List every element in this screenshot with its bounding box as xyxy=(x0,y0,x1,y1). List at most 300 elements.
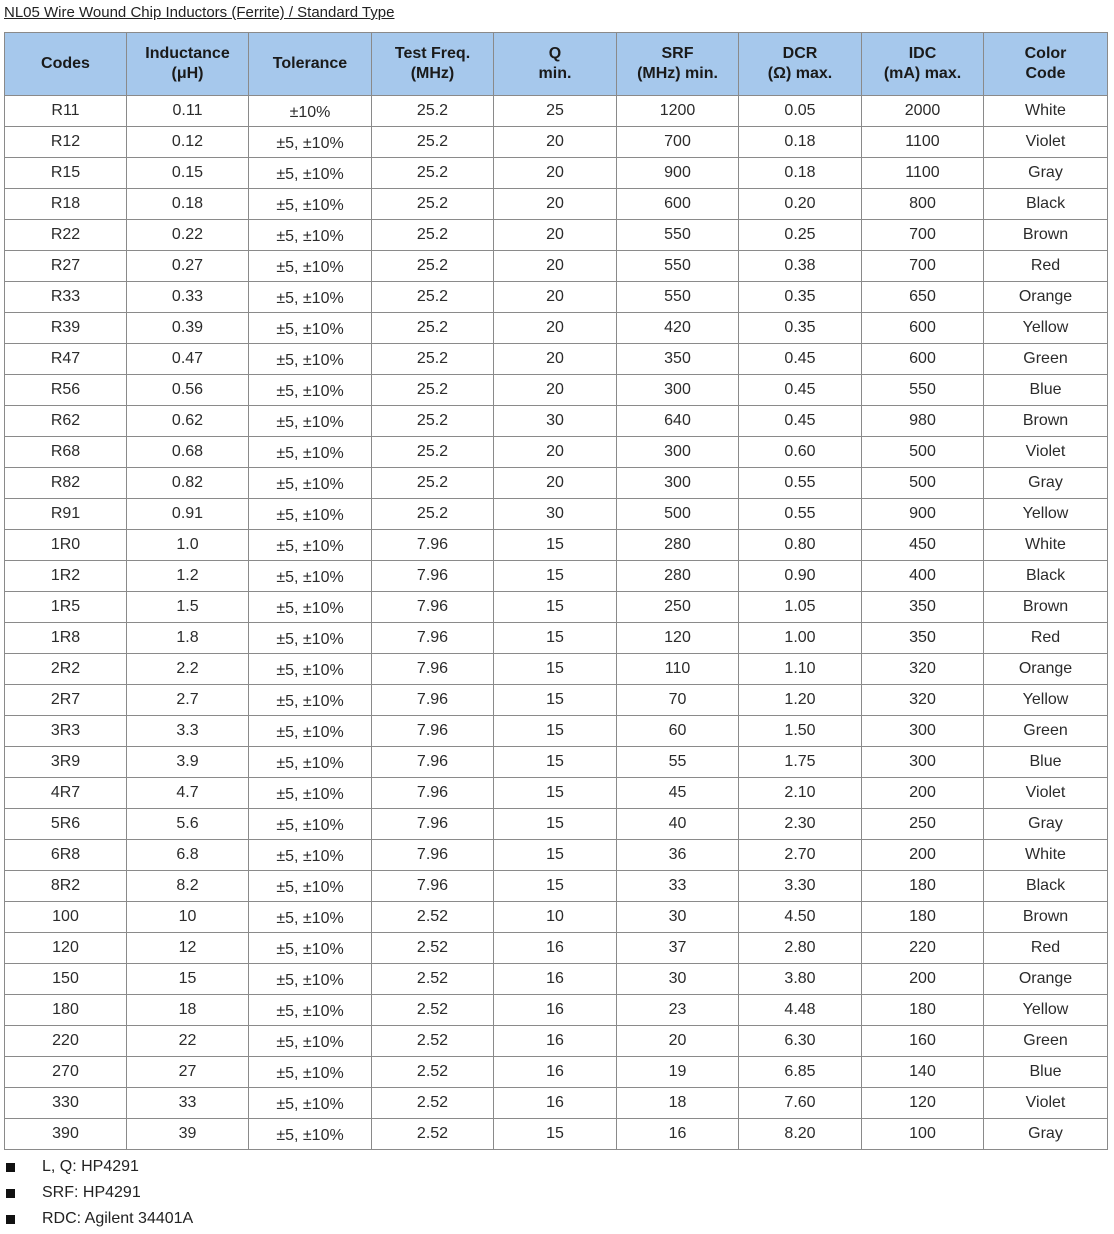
cell-tolerance: ±5, ±10% xyxy=(249,344,372,375)
cell-q-min: 15 xyxy=(494,530,617,561)
cell-color-code: Gray xyxy=(984,1119,1108,1150)
cell-color-code: White xyxy=(984,96,1108,127)
cell-idc: 450 xyxy=(862,530,984,561)
table-row xyxy=(5,654,1108,685)
cell-q-min: 20 xyxy=(494,468,617,499)
cell-inductance: 3.9 xyxy=(127,747,249,778)
cell-dcr: 2.80 xyxy=(739,933,862,964)
cell-tolerance: ±5, ±10% xyxy=(249,933,372,964)
cell-color-code: Orange xyxy=(984,964,1108,995)
table-row xyxy=(5,375,1108,406)
table-row xyxy=(5,189,1108,220)
table-row xyxy=(5,344,1108,375)
cell-codes: R33 xyxy=(5,282,127,313)
cell-q-min: 15 xyxy=(494,561,617,592)
cell-test-freq: 2.52 xyxy=(372,1026,494,1057)
cell-idc: 1100 xyxy=(862,158,984,189)
cell-tolerance: ±5, ±10% xyxy=(249,778,372,809)
table-row xyxy=(5,313,1108,344)
table-row xyxy=(5,592,1108,623)
cell-tolerance: ±5, ±10% xyxy=(249,282,372,313)
cell-inductance: 3.3 xyxy=(127,716,249,747)
cell-test-freq: 25.2 xyxy=(372,313,494,344)
cell-test-freq: 25.2 xyxy=(372,127,494,158)
cell-srf: 36 xyxy=(617,840,739,871)
cell-tolerance: ±5, ±10% xyxy=(249,623,372,654)
cell-color-code: Orange xyxy=(984,282,1108,313)
cell-q-min: 15 xyxy=(494,747,617,778)
cell-codes: 270 xyxy=(5,1057,127,1088)
cell-color-code: Yellow xyxy=(984,685,1108,716)
cell-idc: 250 xyxy=(862,809,984,840)
cell-inductance: 1.0 xyxy=(127,530,249,561)
cell-idc: 320 xyxy=(862,685,984,716)
cell-srf: 18 xyxy=(617,1088,739,1119)
cell-q-min: 25 xyxy=(494,96,617,127)
cell-dcr: 0.25 xyxy=(739,220,862,251)
table-row xyxy=(5,251,1108,282)
cell-inductance: 18 xyxy=(127,995,249,1026)
cell-inductance: 27 xyxy=(127,1057,249,1088)
cell-dcr: 1.75 xyxy=(739,747,862,778)
cell-dcr: 0.45 xyxy=(739,406,862,437)
note-item xyxy=(4,1206,193,1232)
cell-srf: 350 xyxy=(617,344,739,375)
cell-dcr: 2.10 xyxy=(739,778,862,809)
cell-inductance: 12 xyxy=(127,933,249,964)
column-header-codes xyxy=(5,33,127,96)
cell-color-code: Violet xyxy=(984,127,1108,158)
cell-srf: 500 xyxy=(617,499,739,530)
cell-inductance: 5.6 xyxy=(127,809,249,840)
cell-tolerance: ±5, ±10% xyxy=(249,654,372,685)
cell-test-freq: 25.2 xyxy=(372,282,494,313)
cell-tolerance: ±5, ±10% xyxy=(249,158,372,189)
table-row xyxy=(5,561,1108,592)
cell-codes: 2R7 xyxy=(5,685,127,716)
table-row xyxy=(5,220,1108,251)
cell-tolerance: ±5, ±10% xyxy=(249,127,372,158)
cell-color-code: Yellow xyxy=(984,499,1108,530)
cell-idc: 500 xyxy=(862,437,984,468)
cell-dcr: 1.00 xyxy=(739,623,862,654)
cell-test-freq: 7.96 xyxy=(372,561,494,592)
cell-idc: 320 xyxy=(862,654,984,685)
note-text: RDC: Agilent 34401A xyxy=(42,1210,194,1227)
cell-codes: 2R2 xyxy=(5,654,127,685)
cell-srf: 550 xyxy=(617,251,739,282)
column-header-text: DCR xyxy=(782,45,818,62)
cell-inductance: 2.7 xyxy=(127,685,249,716)
cell-inductance: 1.5 xyxy=(127,592,249,623)
cell-test-freq: 7.96 xyxy=(372,809,494,840)
cell-q-min: 20 xyxy=(494,158,617,189)
table-header-row xyxy=(5,33,1108,96)
cell-idc: 600 xyxy=(862,313,984,344)
cell-srf: 300 xyxy=(617,468,739,499)
cell-inductance: 10 xyxy=(127,902,249,933)
column-header-tolerance xyxy=(249,33,372,96)
cell-color-code: Yellow xyxy=(984,313,1108,344)
cell-idc: 650 xyxy=(862,282,984,313)
column-header-text: Codes xyxy=(41,55,90,72)
cell-inductance: 0.12 xyxy=(127,127,249,158)
cell-codes: R91 xyxy=(5,499,127,530)
cell-idc: 350 xyxy=(862,623,984,654)
cell-test-freq: 2.52 xyxy=(372,1088,494,1119)
cell-inductance: 0.11 xyxy=(127,96,249,127)
cell-tolerance: ±5, ±10% xyxy=(249,871,372,902)
cell-q-min: 20 xyxy=(494,375,617,406)
cell-dcr: 0.18 xyxy=(739,158,862,189)
cell-idc: 350 xyxy=(862,592,984,623)
cell-color-code: Gray xyxy=(984,809,1108,840)
table-row xyxy=(5,530,1108,561)
table-row xyxy=(5,623,1108,654)
cell-codes: R27 xyxy=(5,251,127,282)
table-row xyxy=(5,1057,1108,1088)
cell-q-min: 30 xyxy=(494,406,617,437)
cell-idc: 140 xyxy=(862,1057,984,1088)
cell-srf: 1200 xyxy=(617,96,739,127)
cell-dcr: 2.30 xyxy=(739,809,862,840)
cell-tolerance: ±5, ±10% xyxy=(249,809,372,840)
note-text: L, Q: HP4291 xyxy=(42,1158,139,1175)
cell-color-code: Brown xyxy=(984,592,1108,623)
cell-dcr: 0.80 xyxy=(739,530,862,561)
table-row xyxy=(5,158,1108,189)
cell-srf: 20 xyxy=(617,1026,739,1057)
table-row xyxy=(5,716,1108,747)
cell-q-min: 15 xyxy=(494,840,617,871)
cell-dcr: 0.20 xyxy=(739,189,862,220)
cell-srf: 640 xyxy=(617,406,739,437)
cell-idc: 400 xyxy=(862,561,984,592)
cell-color-code: Red xyxy=(984,623,1108,654)
cell-test-freq: 7.96 xyxy=(372,685,494,716)
cell-srf: 280 xyxy=(617,561,739,592)
cell-dcr: 4.50 xyxy=(739,902,862,933)
cell-srf: 550 xyxy=(617,282,739,313)
cell-test-freq: 7.96 xyxy=(372,716,494,747)
cell-q-min: 20 xyxy=(494,127,617,158)
column-header-text: Inductance xyxy=(145,45,230,62)
cell-inductance: 0.15 xyxy=(127,158,249,189)
cell-codes: 150 xyxy=(5,964,127,995)
cell-codes: R12 xyxy=(5,127,127,158)
cell-q-min: 20 xyxy=(494,282,617,313)
cell-dcr: 0.35 xyxy=(739,313,862,344)
column-header-dcr xyxy=(739,33,862,96)
cell-dcr: 6.30 xyxy=(739,1026,862,1057)
column-header-text: (mA) max. xyxy=(883,65,962,82)
cell-test-freq: 7.96 xyxy=(372,592,494,623)
cell-q-min: 16 xyxy=(494,933,617,964)
cell-inductance: 0.22 xyxy=(127,220,249,251)
column-header-text: (MHz) min. xyxy=(637,65,718,82)
cell-idc: 200 xyxy=(862,778,984,809)
cell-srf: 120 xyxy=(617,623,739,654)
cell-idc: 120 xyxy=(862,1088,984,1119)
cell-test-freq: 7.96 xyxy=(372,654,494,685)
cell-codes: 1R2 xyxy=(5,561,127,592)
column-header-inductance xyxy=(127,33,249,96)
cell-idc: 1100 xyxy=(862,127,984,158)
cell-inductance: 0.68 xyxy=(127,437,249,468)
cell-dcr: 0.55 xyxy=(739,468,862,499)
cell-codes: 6R8 xyxy=(5,840,127,871)
cell-srf: 37 xyxy=(617,933,739,964)
cell-dcr: 0.45 xyxy=(739,344,862,375)
cell-tolerance: ±5, ±10% xyxy=(249,592,372,623)
cell-test-freq: 25.2 xyxy=(372,251,494,282)
square-bullet-icon xyxy=(6,1215,15,1224)
cell-srf: 700 xyxy=(617,127,739,158)
column-header-text: Q xyxy=(548,45,562,62)
cell-codes: R68 xyxy=(5,437,127,468)
cell-tolerance: ±5, ±10% xyxy=(249,530,372,561)
cell-dcr: 1.05 xyxy=(739,592,862,623)
cell-idc: 200 xyxy=(862,964,984,995)
cell-test-freq: 2.52 xyxy=(372,902,494,933)
cell-tolerance: ±5, ±10% xyxy=(249,747,372,778)
cell-q-min: 30 xyxy=(494,499,617,530)
cell-dcr: 0.38 xyxy=(739,251,862,282)
cell-codes: R56 xyxy=(5,375,127,406)
table-row xyxy=(5,964,1108,995)
cell-q-min: 16 xyxy=(494,1026,617,1057)
cell-q-min: 10 xyxy=(494,902,617,933)
cell-q-min: 15 xyxy=(494,685,617,716)
cell-codes: 4R7 xyxy=(5,778,127,809)
square-bullet-icon xyxy=(6,1189,15,1198)
cell-dcr: 8.20 xyxy=(739,1119,862,1150)
cell-codes: 330 xyxy=(5,1088,127,1119)
cell-q-min: 20 xyxy=(494,313,617,344)
cell-test-freq: 2.52 xyxy=(372,933,494,964)
cell-color-code: Violet xyxy=(984,437,1108,468)
cell-codes: 120 xyxy=(5,933,127,964)
table-row xyxy=(5,282,1108,313)
cell-codes: 1R8 xyxy=(5,623,127,654)
cell-srf: 30 xyxy=(617,902,739,933)
cell-color-code: Brown xyxy=(984,902,1108,933)
cell-test-freq: 7.96 xyxy=(372,871,494,902)
cell-codes: R62 xyxy=(5,406,127,437)
cell-q-min: 20 xyxy=(494,220,617,251)
cell-q-min: 16 xyxy=(494,995,617,1026)
column-header-color-code xyxy=(984,33,1108,96)
cell-inductance: 4.7 xyxy=(127,778,249,809)
cell-test-freq: 2.52 xyxy=(372,1057,494,1088)
square-bullet-icon xyxy=(6,1163,15,1172)
cell-color-code: Violet xyxy=(984,1088,1108,1119)
table-body xyxy=(5,96,1108,1150)
cell-srf: 70 xyxy=(617,685,739,716)
cell-idc: 700 xyxy=(862,220,984,251)
cell-color-code: Blue xyxy=(984,747,1108,778)
column-header-test-freq xyxy=(372,33,494,96)
cell-test-freq: 25.2 xyxy=(372,220,494,251)
cell-test-freq: 7.96 xyxy=(372,530,494,561)
cell-tolerance: ±5, ±10% xyxy=(249,561,372,592)
cell-inductance: 2.2 xyxy=(127,654,249,685)
measurement-notes xyxy=(4,1154,193,1232)
cell-q-min: 15 xyxy=(494,809,617,840)
cell-codes: R82 xyxy=(5,468,127,499)
cell-dcr: 0.18 xyxy=(739,127,862,158)
cell-inductance: 22 xyxy=(127,1026,249,1057)
cell-dcr: 1.20 xyxy=(739,685,862,716)
cell-srf: 45 xyxy=(617,778,739,809)
cell-idc: 180 xyxy=(862,871,984,902)
cell-idc: 100 xyxy=(862,1119,984,1150)
cell-inductance: 0.39 xyxy=(127,313,249,344)
cell-tolerance: ±5, ±10% xyxy=(249,189,372,220)
cell-q-min: 16 xyxy=(494,1088,617,1119)
cell-inductance: 0.62 xyxy=(127,406,249,437)
cell-test-freq: 7.96 xyxy=(372,623,494,654)
cell-idc: 500 xyxy=(862,468,984,499)
cell-idc: 700 xyxy=(862,251,984,282)
cell-inductance: 33 xyxy=(127,1088,249,1119)
cell-test-freq: 2.52 xyxy=(372,964,494,995)
cell-color-code: Brown xyxy=(984,406,1108,437)
cell-idc: 180 xyxy=(862,995,984,1026)
cell-test-freq: 25.2 xyxy=(372,406,494,437)
inductor-spec-table xyxy=(4,32,1108,1150)
cell-test-freq: 25.2 xyxy=(372,344,494,375)
cell-color-code: Blue xyxy=(984,375,1108,406)
table-row xyxy=(5,747,1108,778)
cell-inductance: 6.8 xyxy=(127,840,249,871)
cell-idc: 800 xyxy=(862,189,984,220)
cell-color-code: White xyxy=(984,840,1108,871)
cell-srf: 19 xyxy=(617,1057,739,1088)
cell-color-code: Orange xyxy=(984,654,1108,685)
cell-tolerance: ±5, ±10% xyxy=(249,1088,372,1119)
table-row xyxy=(5,437,1108,468)
column-header-idc xyxy=(862,33,984,96)
cell-color-code: Red xyxy=(984,933,1108,964)
cell-q-min: 20 xyxy=(494,251,617,282)
cell-dcr: 0.60 xyxy=(739,437,862,468)
cell-srf: 250 xyxy=(617,592,739,623)
cell-dcr: 3.80 xyxy=(739,964,862,995)
cell-codes: R47 xyxy=(5,344,127,375)
cell-test-freq: 25.2 xyxy=(372,158,494,189)
cell-color-code: Yellow xyxy=(984,995,1108,1026)
cell-tolerance: ±5, ±10% xyxy=(249,406,372,437)
cell-inductance: 1.8 xyxy=(127,623,249,654)
cell-tolerance: ±5, ±10% xyxy=(249,716,372,747)
note-item xyxy=(4,1154,193,1180)
cell-tolerance: ±5, ±10% xyxy=(249,499,372,530)
cell-color-code: Red xyxy=(984,251,1108,282)
cell-test-freq: 25.2 xyxy=(372,437,494,468)
cell-codes: 1R5 xyxy=(5,592,127,623)
cell-dcr: 7.60 xyxy=(739,1088,862,1119)
cell-color-code: Green xyxy=(984,344,1108,375)
column-header-text: (MHz) xyxy=(410,65,455,82)
cell-color-code: Black xyxy=(984,189,1108,220)
cell-q-min: 20 xyxy=(494,189,617,220)
cell-srf: 900 xyxy=(617,158,739,189)
cell-q-min: 15 xyxy=(494,778,617,809)
table-row xyxy=(5,995,1108,1026)
cell-codes: 3R3 xyxy=(5,716,127,747)
cell-codes: R18 xyxy=(5,189,127,220)
cell-srf: 300 xyxy=(617,437,739,468)
table-row xyxy=(5,809,1108,840)
table-row xyxy=(5,1026,1108,1057)
cell-srf: 60 xyxy=(617,716,739,747)
table-row xyxy=(5,406,1108,437)
cell-idc: 2000 xyxy=(862,96,984,127)
cell-dcr: 4.48 xyxy=(739,995,862,1026)
column-header-text: IDC xyxy=(908,45,937,62)
cell-dcr: 1.50 xyxy=(739,716,862,747)
cell-srf: 300 xyxy=(617,375,739,406)
cell-tolerance: ±5, ±10% xyxy=(249,1057,372,1088)
cell-idc: 300 xyxy=(862,716,984,747)
column-header-text: (μH) xyxy=(171,65,204,82)
cell-idc: 180 xyxy=(862,902,984,933)
cell-srf: 16 xyxy=(617,1119,739,1150)
table-row xyxy=(5,1088,1108,1119)
cell-tolerance: ±5, ±10% xyxy=(249,468,372,499)
cell-q-min: 15 xyxy=(494,1119,617,1150)
cell-srf: 30 xyxy=(617,964,739,995)
cell-q-min: 20 xyxy=(494,437,617,468)
cell-inductance: 0.56 xyxy=(127,375,249,406)
cell-inductance: 0.33 xyxy=(127,282,249,313)
column-header-text: SRF xyxy=(661,45,694,62)
cell-codes: 1R0 xyxy=(5,530,127,561)
column-header-text: (Ω) max. xyxy=(767,65,833,82)
cell-q-min: 15 xyxy=(494,623,617,654)
cell-tolerance: ±5, ±10% xyxy=(249,437,372,468)
cell-idc: 550 xyxy=(862,375,984,406)
cell-test-freq: 7.96 xyxy=(372,778,494,809)
cell-tolerance: ±10% xyxy=(249,96,372,127)
cell-color-code: Black xyxy=(984,871,1108,902)
cell-dcr: 0.55 xyxy=(739,499,862,530)
cell-srf: 550 xyxy=(617,220,739,251)
cell-test-freq: 25.2 xyxy=(372,375,494,406)
cell-q-min: 15 xyxy=(494,716,617,747)
cell-codes: 8R2 xyxy=(5,871,127,902)
cell-color-code: Brown xyxy=(984,220,1108,251)
cell-color-code: Black xyxy=(984,561,1108,592)
cell-test-freq: 7.96 xyxy=(372,747,494,778)
cell-test-freq: 25.2 xyxy=(372,468,494,499)
cell-dcr: 1.10 xyxy=(739,654,862,685)
cell-idc: 900 xyxy=(862,499,984,530)
cell-inductance: 39 xyxy=(127,1119,249,1150)
table-row xyxy=(5,778,1108,809)
cell-srf: 40 xyxy=(617,809,739,840)
cell-codes: 3R9 xyxy=(5,747,127,778)
table-row xyxy=(5,127,1108,158)
cell-q-min: 15 xyxy=(494,592,617,623)
column-header-text: Color xyxy=(1024,45,1067,62)
cell-color-code: Blue xyxy=(984,1057,1108,1088)
table-row xyxy=(5,840,1108,871)
cell-dcr: 0.45 xyxy=(739,375,862,406)
table-row xyxy=(5,1119,1108,1150)
table-row xyxy=(5,499,1108,530)
